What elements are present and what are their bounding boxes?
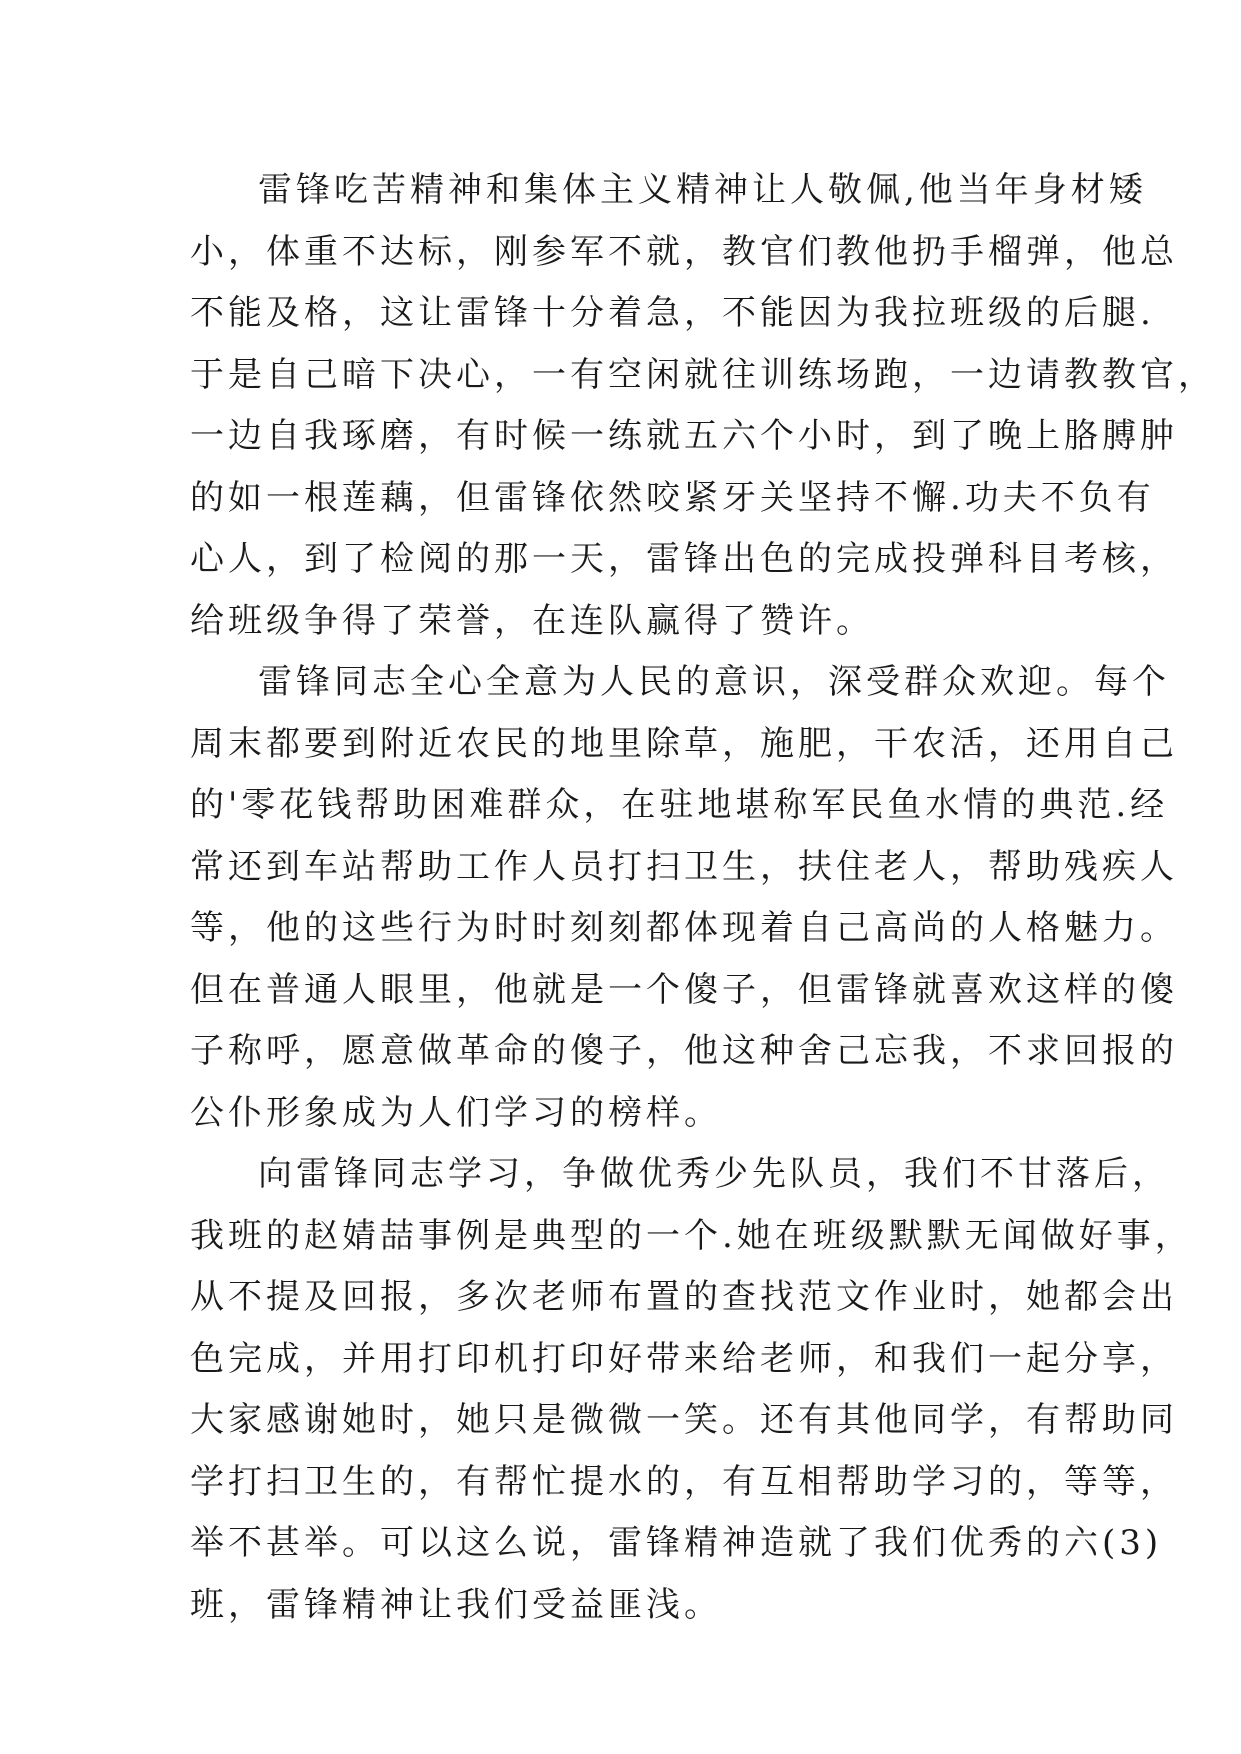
paragraph-2-line-1: 雷锋同志全心全意为人民的意识，深受群众欢迎。每个 — [258, 662, 1170, 702]
paragraph-1-line-1: 雷锋吃苦精神和集体主义精神让人敬佩,他当年身材矮 — [258, 170, 1147, 210]
paragraph-3-line-1: 向雷锋同志学习，争做优秀少先队员，我们不甘落后， — [258, 1154, 1170, 1194]
paragraph-2-line-2: 周末都要到附近农民的地里除草，施肥，干农活，还用自己 — [190, 723, 1178, 764]
paragraph-1-line-3: 不能及格，这让雷锋十分着急，不能因为我拉班级的后腿. — [190, 293, 1155, 333]
paragraph-3-line-8: 班，雷锋精神让我们受益匪浅。 — [190, 1584, 722, 1625]
paragraph-1-line-8: 给班级争得了荣誉，在连队赢得了赞许。 — [190, 600, 874, 641]
paragraph-3-line-4: 色完成，并用打印机打印好带来给老师，和我们一起分享， — [190, 1338, 1178, 1379]
document-body — [190, 160, 1216, 1636]
paragraph-2-line-8: 公仆形象成为人们学习的榜样。 — [190, 1092, 722, 1133]
paragraph-1-line-4: 于是自己暗下决心，一有空闲就往训练场跑，一边请教教官， — [190, 354, 1216, 395]
paragraph-2-line-7: 子称呼，愿意做革命的傻子，他这种舍己忘我，不求回报的 — [190, 1031, 1178, 1071]
paragraph-1-line-5: 一边自我琢磨，有时候一练就五六个小时，到了晚上胳膊肿 — [190, 416, 1178, 456]
paragraph-3-line-2: 我班的赵婧喆事例是典型的一个.她在班级默默无闻做好事， — [190, 1215, 1193, 1256]
paragraph-3-line-7: 举不甚举。可以这么说，雷锋精神造就了我们优秀的六(3) — [190, 1523, 1163, 1563]
paragraph-1-line-6: 的如一根莲藕，但雷锋依然咬紧牙关坚持不懈.功夫不负有 — [190, 477, 1155, 518]
paragraph-1-line-2: 小，体重不达标，刚参军不就，教官们教他扔手榴弹，他总 — [190, 231, 1178, 272]
paragraph-2-line-6: 但在普通人眼里，他就是一个傻子，但雷锋就喜欢这样的傻 — [190, 969, 1178, 1010]
paragraph-2-line-4: 常还到车站帮助工作人员打扫卫生，扶住老人，帮助残疾人 — [190, 846, 1178, 887]
paragraph-3-line-5: 大家感谢她时，她只是微微一笑。还有其他同学，有帮助同 — [190, 1400, 1178, 1440]
paragraph-3-line-6: 学打扫卫生的，有帮忙提水的，有互相帮助学习的，等等， — [190, 1461, 1178, 1502]
paragraph-1-line-7: 心人，到了检阅的那一天，雷锋出色的完成投弹科目考核， — [190, 539, 1178, 579]
paragraph-2-line-5: 等，他的这些行为时时刻刻都体现着自己高尚的人格魅力。 — [190, 908, 1178, 948]
paragraph-3-line-3: 从不提及回报，多次老师布置的查找范文作业时，她都会出 — [190, 1277, 1178, 1317]
paragraph-2-line-3: 的'零花钱帮助困难群众，在驻地堪称军民鱼水情的典范.经 — [190, 785, 1169, 825]
